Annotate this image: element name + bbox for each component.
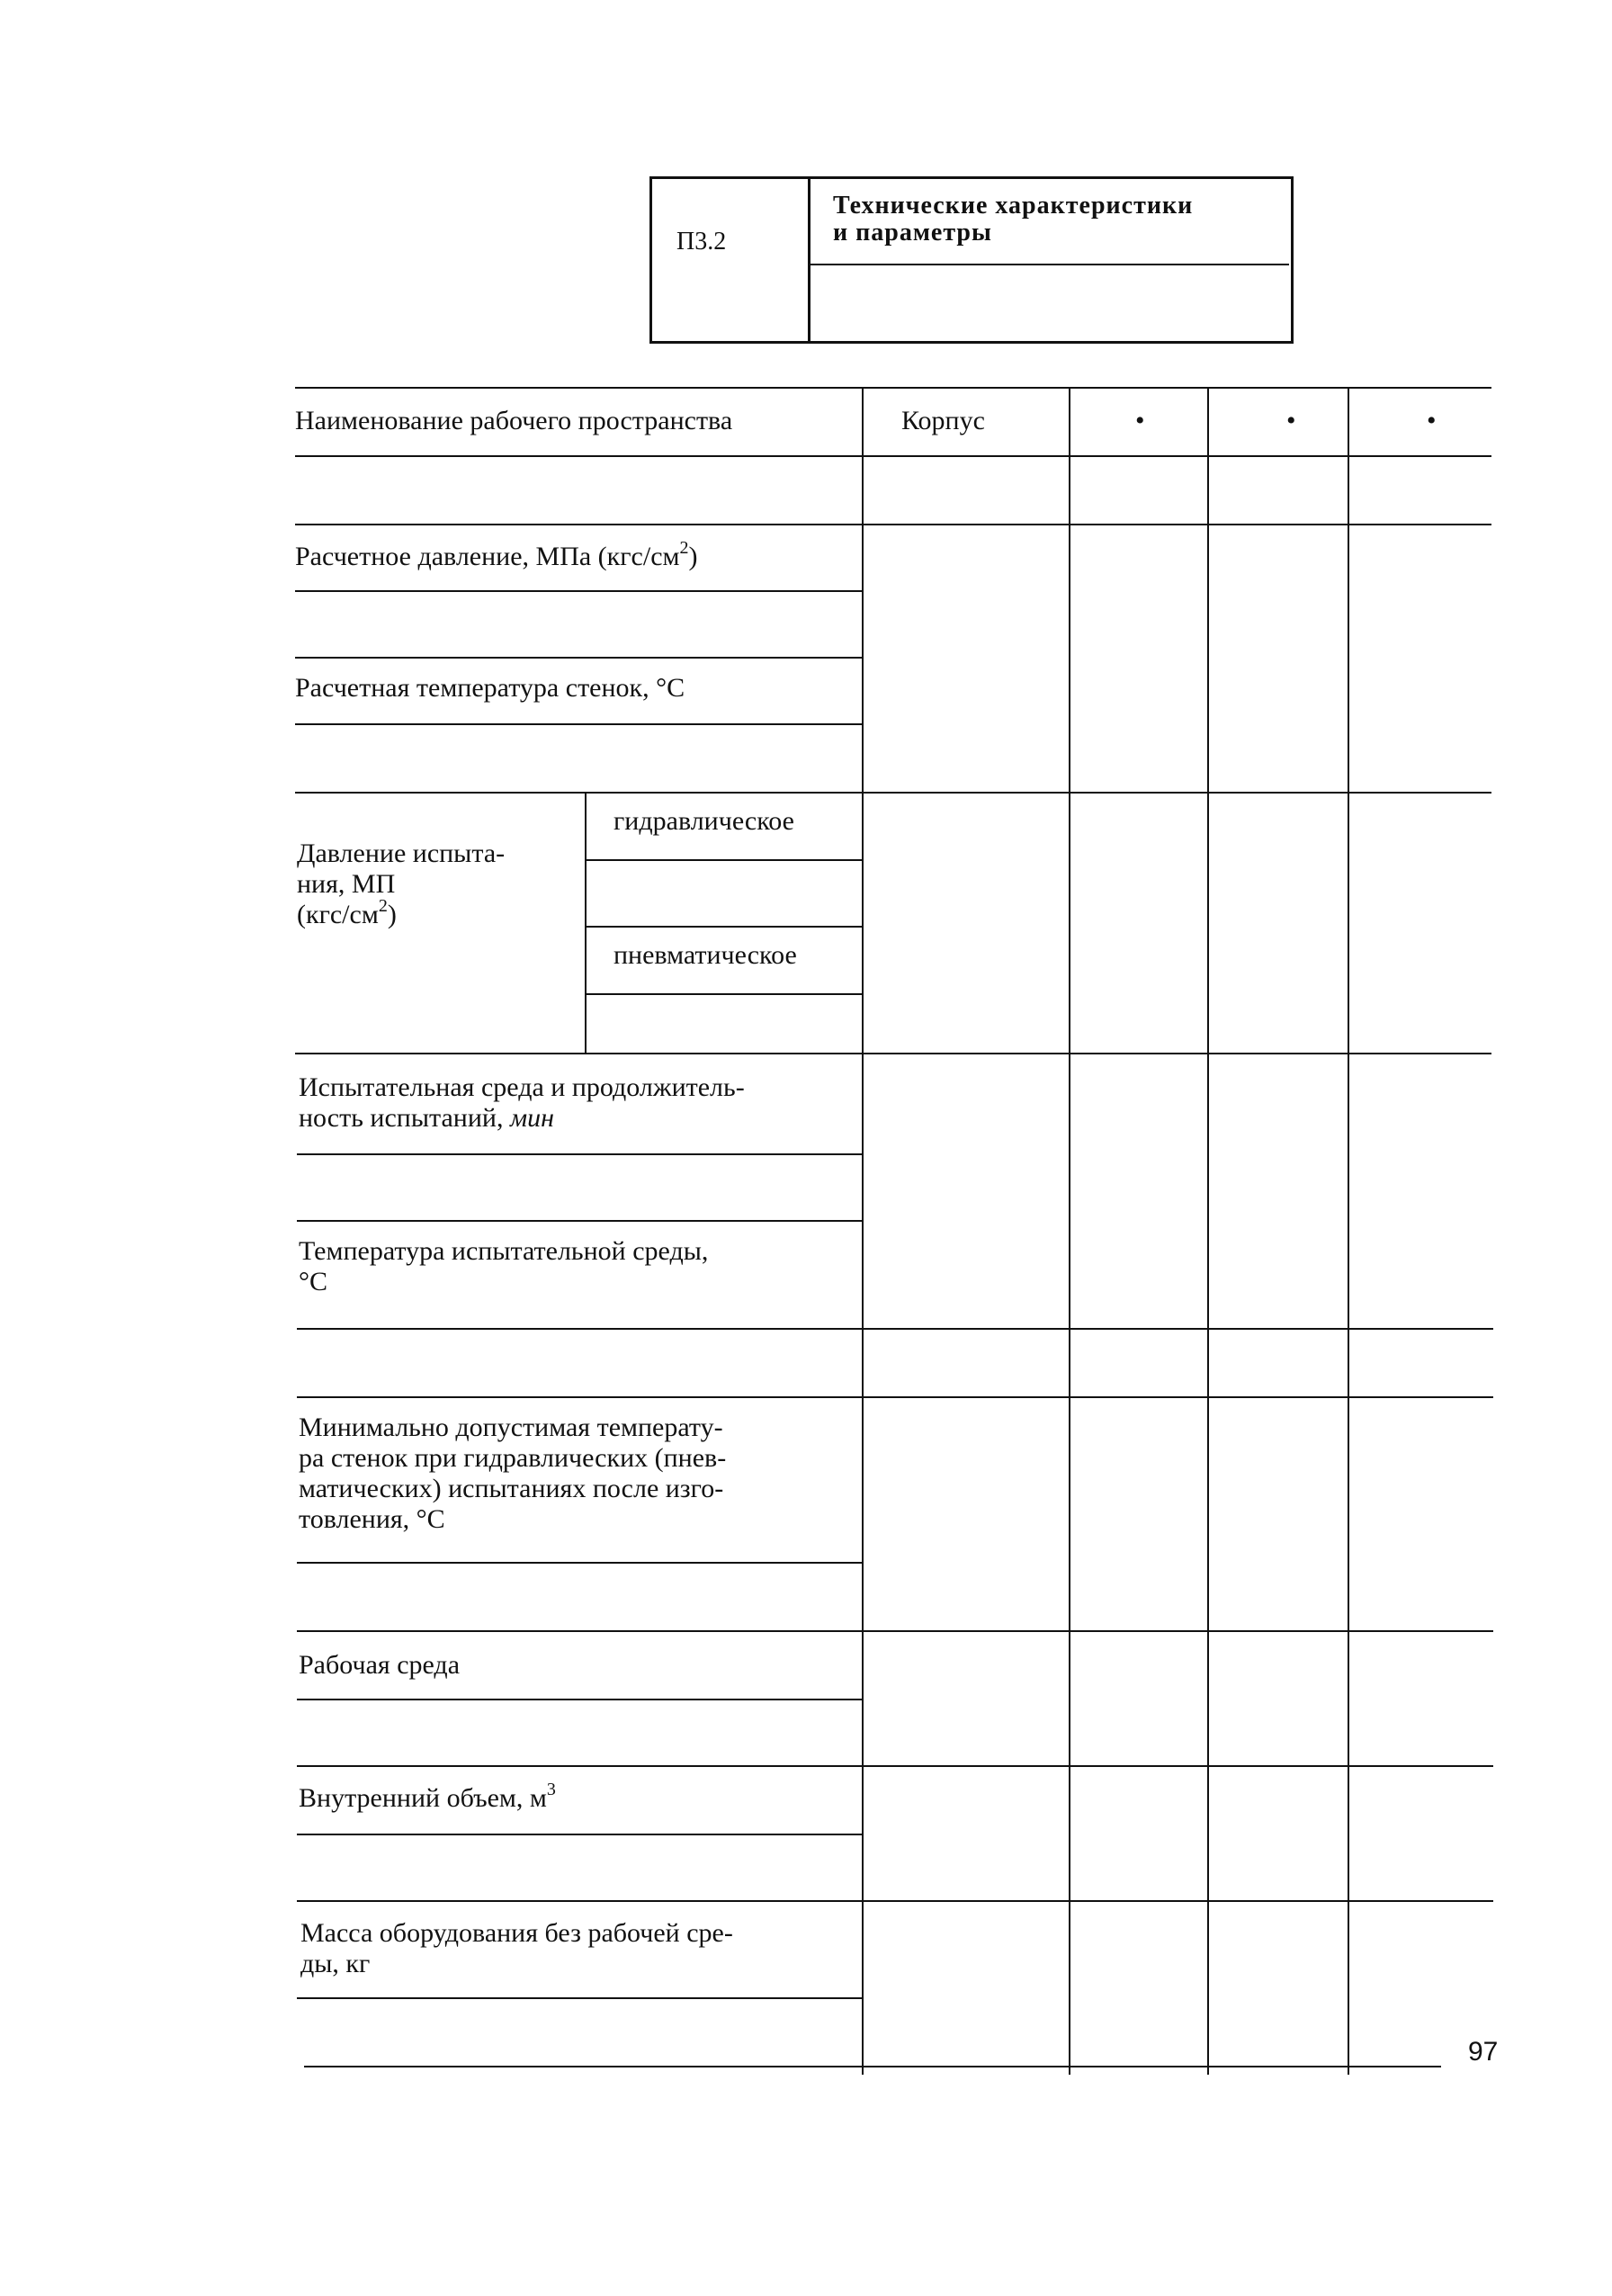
- rule: [295, 792, 1491, 794]
- rule: [295, 455, 1491, 457]
- rule: [585, 926, 864, 928]
- header-divider: [808, 176, 810, 341]
- rule: [297, 1562, 864, 1564]
- row-equipment-mass: Масса оборудования без рабочей сре- ды, кг: [300, 1918, 733, 1978]
- rule: [585, 993, 864, 995]
- row-pneumatic: пневматическое: [613, 940, 797, 970]
- row-min-wall-temperature: Минимально допустимая температу- ра стенок при гидравлических (пнев- матических) испытаниях после изго- товления, °С: [299, 1413, 727, 1534]
- rule: [297, 1900, 1493, 1902]
- page-number: 97: [1468, 2037, 1499, 2067]
- table-top-rule: [295, 387, 1491, 389]
- rule: [297, 1220, 864, 1222]
- col-divider: [862, 387, 864, 2075]
- rule: [295, 524, 1491, 525]
- header-title-underline: [808, 264, 1289, 265]
- column-header-bullet: •: [1286, 406, 1296, 435]
- row-internal-volume: Внутренний объем, $м^3$: [299, 1780, 556, 1813]
- column-header-bullet: •: [1427, 406, 1437, 435]
- row-hydraulic: гидравлическое: [613, 806, 794, 836]
- rule: [295, 723, 864, 725]
- rule: [297, 1396, 1493, 1398]
- rule: [297, 1153, 864, 1155]
- col-divider: [1207, 387, 1209, 2075]
- section-title: Технические характеристики и параметры: [833, 192, 1194, 247]
- subgroup-divider: [585, 792, 587, 1054]
- table-bottom-rule: [304, 2066, 1441, 2067]
- rule: [297, 1630, 1493, 1632]
- rule: [297, 1699, 864, 1700]
- rule: [295, 1053, 1491, 1054]
- row-test-pressure-label: Давление испыта- ния, МП $(кгс/см^2)$: [297, 839, 506, 929]
- section-code: П3.2: [676, 228, 727, 256]
- rule: [295, 657, 864, 659]
- rule: [295, 590, 864, 592]
- rule: [297, 1765, 1493, 1767]
- rule: [585, 859, 864, 861]
- row-test-medium-temperature: Температура испытательной среды, °С: [299, 1236, 709, 1296]
- rule: [297, 1328, 1493, 1330]
- column-header-bullet: •: [1135, 406, 1145, 435]
- column-header-label: Наименование рабочего пространства: [295, 406, 733, 435]
- col-divider: [1348, 387, 1349, 2075]
- column-header-korpus: Корпус: [901, 406, 985, 435]
- col-divider: [1069, 387, 1070, 2075]
- row-test-medium: Испытательная среда и продолжитель- ность испытаний, мин: [299, 1072, 745, 1133]
- rule: [297, 1997, 864, 1999]
- row-working-medium: Рабочая среда: [299, 1650, 461, 1680]
- row-design-pressure: Расчетное давление, МПа $(кгс/см^2)$: [295, 538, 698, 571]
- rule: [297, 1834, 864, 1835]
- row-wall-temperature: Расчетная температура стенок, °С: [295, 673, 685, 703]
